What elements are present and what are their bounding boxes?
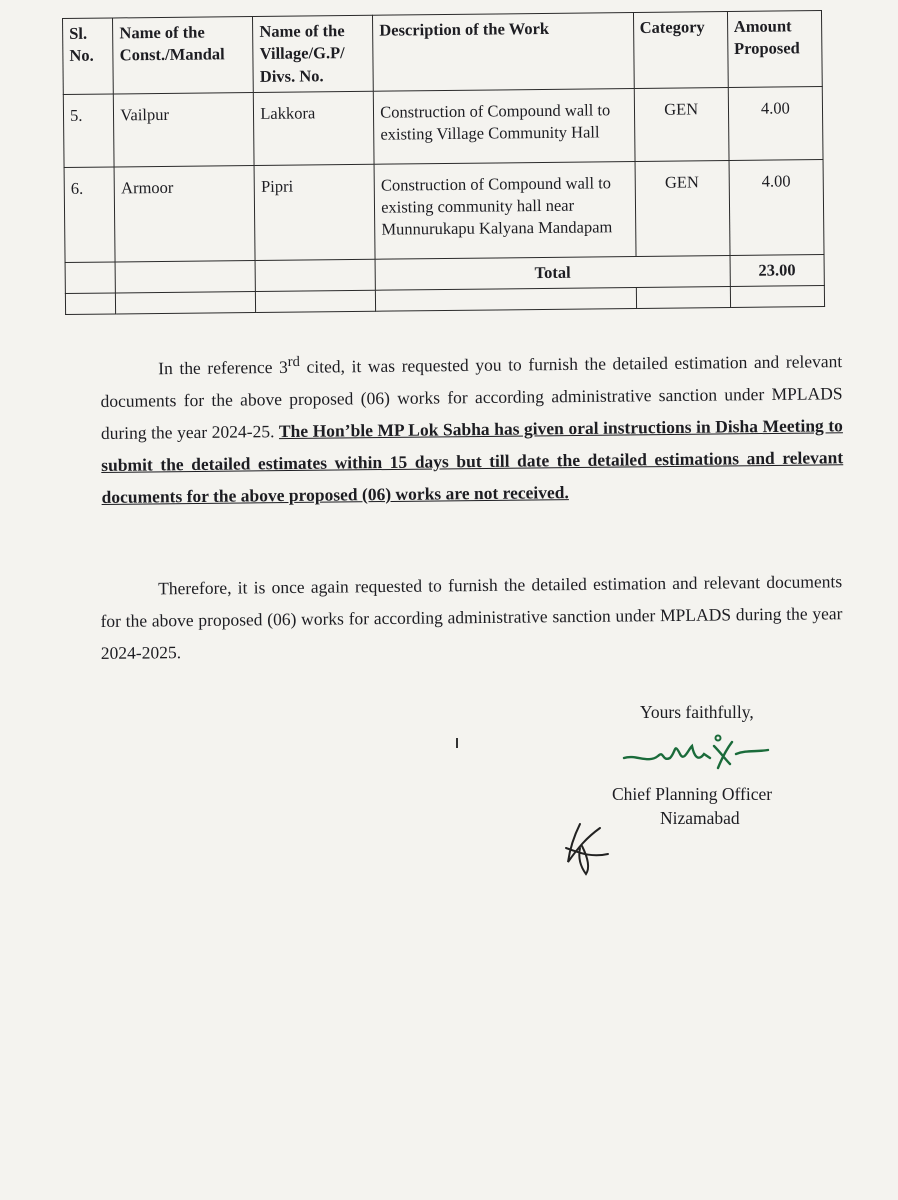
total-label: Total xyxy=(375,255,730,290)
place: Nizamabad xyxy=(660,808,740,828)
header-sl-no: Sl. No. xyxy=(63,18,114,94)
total-empty-cell xyxy=(255,259,375,292)
blank-cell xyxy=(376,288,637,312)
p1-start-text: In the reference 3 xyxy=(158,356,288,378)
blank-cell xyxy=(116,292,256,314)
stray-mark xyxy=(456,738,458,748)
cell-village: Lakkora xyxy=(254,91,375,165)
total-empty-cell xyxy=(65,262,116,294)
cell-sl: 6. xyxy=(64,167,115,263)
works-table xyxy=(62,10,825,315)
paragraph-reference xyxy=(100,340,844,513)
blank-cell xyxy=(636,287,730,309)
blank-cell xyxy=(65,293,116,315)
cell-mandal: Armoor xyxy=(114,165,255,261)
p1-middle-text: cited, it was requested you to furnish the detailed estimation and relevant documents for the above proposed (06) works for according administrative sanction under MPLADS during the year 2024-25. xyxy=(100,350,843,443)
p1-emphasis-text: The Hon’ble MP Lok Sabha has given oral instructions in Disha Meeting to submit the detailed estimates within 15 days but till date the detailed estimations and relevant documents for the above proposed (06) works are not received. xyxy=(101,414,844,507)
closing-line: Yours faithfully, xyxy=(640,702,754,722)
header-category: Category xyxy=(633,12,728,89)
cell-category: GEN xyxy=(634,87,729,161)
cell-amount: 4.00 xyxy=(729,159,824,255)
header-description: Description of the Work xyxy=(373,13,634,92)
handwritten-initials xyxy=(560,818,620,878)
header-village: Name of the Village/G.P/ Divs. No. xyxy=(253,15,374,92)
table-header-row xyxy=(63,11,823,95)
table-row xyxy=(64,159,824,262)
blank-cell xyxy=(730,286,824,308)
blank-cell xyxy=(256,290,376,312)
signature-block xyxy=(612,700,822,830)
cell-village: Pipri xyxy=(254,164,375,260)
table-row xyxy=(63,86,823,167)
total-empty-cell xyxy=(115,260,255,293)
cell-mandal: Vailpur xyxy=(114,92,255,166)
total-amount: 23.00 xyxy=(730,254,825,286)
cell-category: GEN xyxy=(635,160,730,256)
cell-amount: 4.00 xyxy=(728,86,823,160)
designation: Chief Planning Officer xyxy=(612,784,773,804)
header-amount: Amount Proposed xyxy=(727,11,822,88)
p2-text: Therefore, it is once again requested to furnish the detailed estimation and relevant documents for the above proposed (06) works for according administrative sanction under MPLADS during the year 2024-2025. xyxy=(100,570,843,663)
handwritten-signature xyxy=(614,728,784,776)
cell-sl: 5. xyxy=(63,94,114,168)
p1-superscript: rd xyxy=(287,353,300,370)
cell-description: Construction of Compound wall to existing Village Community Hall xyxy=(373,88,634,164)
paragraph-request xyxy=(100,565,843,669)
cell-description: Construction of Compound wall to existing community hall near Munnurukapu Kalyana Mandapam xyxy=(374,161,635,259)
header-mandal: Name of the Const./Mandal xyxy=(113,17,254,94)
